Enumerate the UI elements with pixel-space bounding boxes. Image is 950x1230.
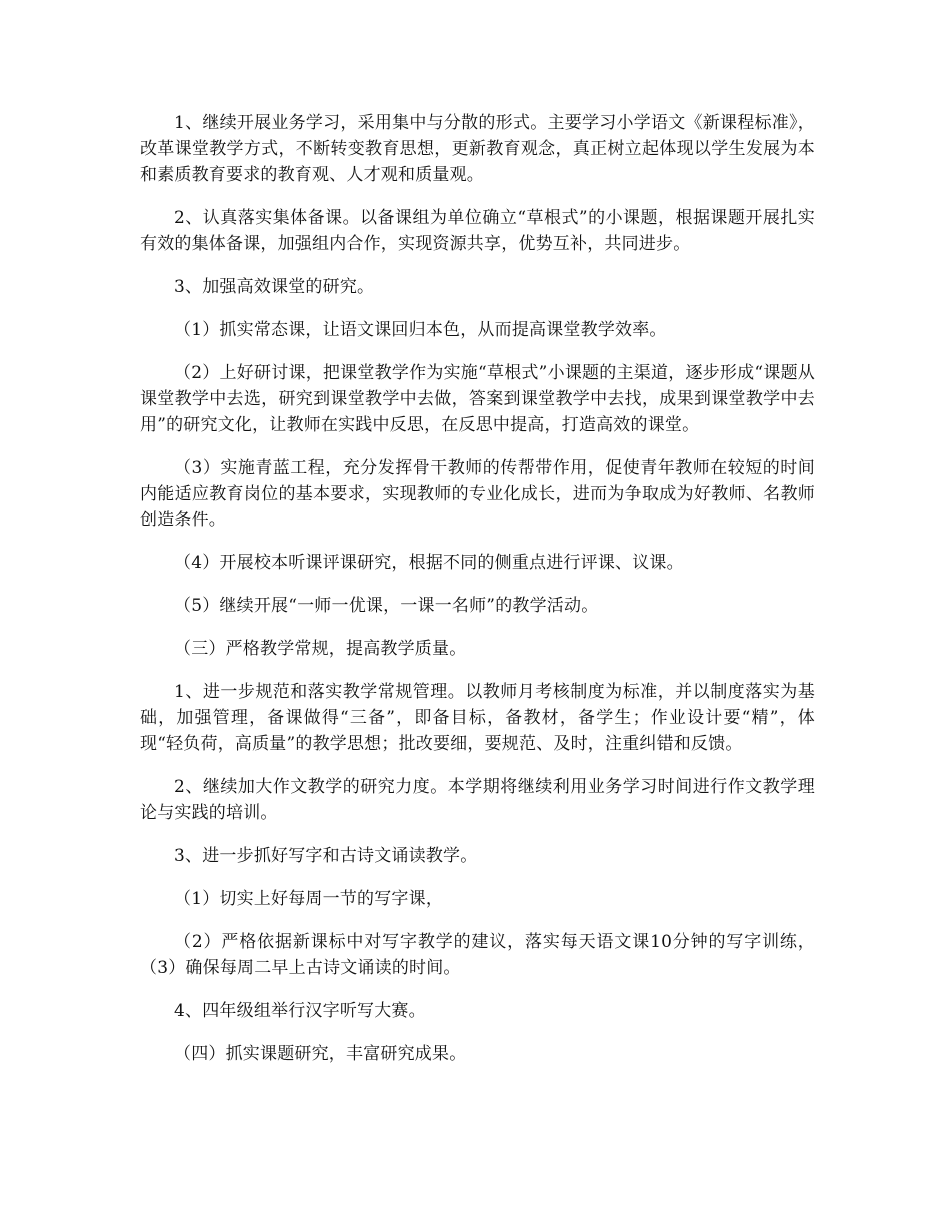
section-heading-research: （四）抓实课题研究，丰富研究成果。 — [174, 1044, 467, 1064]
paragraph-routine-management: 1、进一步规范和落实教学常规管理。以教师月考核制度为标准，并以制度落实为基础，加强管理，备课做得“三备”，即备目标，备教材，备学生；作业设计要“精”，体现“轻负荷，高质量”的教学思想；批改要细，要规范、及时，注重纠错和反馈。 — [140, 682, 815, 754]
paragraph-lesson-evaluation: （4）开展校本听课评课研究，根据不同的侧重点进行评课、议课。 — [174, 553, 684, 573]
paragraph-collective-lesson-prep: 2、认真落实集体备课。以备课组为单位确立“草根式”的小课题，根据课题开展扎实有效的集体备课，加强组内合作，实现资源共享，优势互补，共同进步。 — [140, 208, 815, 254]
paragraph-seminar-class: （2）上好研讨课，把课堂教学作为实施“草根式”小课题的主渠道，逐步形成“课题从课堂教学中去选，研究到课堂教学中去做，答案到课堂教学中去找，成果到课堂教学中去用”的研究文化，让教师在实践中反思，在反思中提高，打造高效的课堂。 — [140, 363, 815, 435]
paragraph-writing-and-poetry: 3、进一步抓好写字和古诗文诵读教学。 — [174, 846, 478, 866]
paragraph-daily-writing-practice: （2）严格依据新课标中对写字教学的建议，落实每天语文课10分钟的写字训练，（3）确保每周二早上古诗文诵读的时间。 — [140, 932, 815, 978]
paragraph-efficient-classroom: 3、加强高效课堂的研究。 — [174, 277, 375, 297]
paragraph-excellent-lesson-activity: （5）继续开展“一师一优课，一课一名师”的教学活动。 — [174, 596, 599, 616]
paragraph-weekly-writing-class: （1）切实上好每周一节的写字课， — [174, 889, 444, 909]
paragraph-mentoring-project: （3）实施青蓝工程，充分发挥骨干教师的传帮带作用，促使青年教师在较短的时间内能适应教育岗位的基本要求，实现教师的专业化成长，进而为争取成为好教师、名教师创造条件。 — [140, 458, 815, 530]
paragraph-study: 1、继续开展业务学习，采用集中与分散的形式。主要学习小学语文《新课程标准》，改革课堂教学方式，不断转变教育思想，更新教育观念，真正树立起体现以学生发展为本和素质教育要求的教育观、人才观和质量观。 — [140, 113, 815, 185]
paragraph-regular-class: （1）抓实常态课，让语文课回归本色，从而提高课堂教学效率。 — [174, 320, 667, 340]
paragraph-composition-teaching: 2、继续加大作文教学的研究力度。本学期将继续利用业务学习时间进行作文教学理论与实践的培训。 — [140, 777, 815, 823]
paragraph-dictation-contest: 4、四年级组举行汉字听写大赛。 — [174, 1001, 426, 1021]
document-body — [140, 110, 815, 1084]
section-heading-teaching-routine: （三）严格教学常规，提高教学质量。 — [174, 639, 467, 659]
